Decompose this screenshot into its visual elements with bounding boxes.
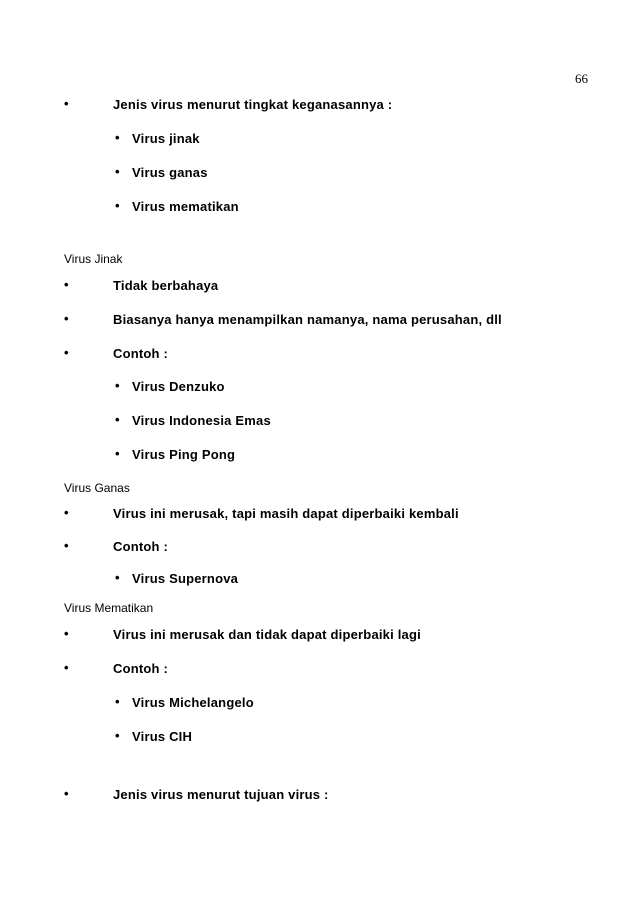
sub-list-item-text: Virus Denzuko bbox=[132, 379, 225, 394]
bullet-icon: • bbox=[64, 277, 69, 292]
bullet-icon: • bbox=[64, 505, 69, 520]
list-item-text: Contoh : bbox=[113, 661, 169, 676]
sub-list-item-text: Virus mematikan bbox=[132, 199, 239, 214]
list-item-text: Virus ini merusak, tapi masih dapat diperbaiki kembali bbox=[113, 506, 459, 521]
bullet-icon: • bbox=[64, 96, 69, 111]
bullet-icon: • bbox=[64, 538, 69, 553]
list-item-text: Jenis virus menurut tujuan virus : bbox=[113, 787, 329, 802]
sub-list-item-text: Virus Indonesia Emas bbox=[132, 413, 271, 428]
bullet-icon: • bbox=[115, 198, 120, 213]
list-item-text: Virus ini merusak dan tidak dapat diperbaiki lagi bbox=[113, 627, 421, 642]
bullet-icon: • bbox=[64, 786, 69, 801]
sub-list-item-text: Virus Michelangelo bbox=[132, 695, 254, 710]
bullet-icon: • bbox=[64, 626, 69, 641]
section-heading-mematikan: Virus Mematikan bbox=[64, 601, 154, 615]
sub-list-item-text: Virus Ping Pong bbox=[132, 447, 236, 462]
sub-list-item-text: Virus CIH bbox=[132, 729, 193, 744]
bullet-icon: • bbox=[64, 660, 69, 675]
bullet-icon: • bbox=[115, 570, 120, 585]
bullet-icon: • bbox=[115, 446, 120, 461]
list-item-text: Jenis virus menurut tingkat keganasannya : bbox=[113, 97, 393, 112]
bullet-icon: • bbox=[115, 412, 120, 427]
list-item-text: Contoh : bbox=[113, 346, 169, 361]
list-item-text: Tidak berbahaya bbox=[113, 278, 219, 293]
bullet-icon: • bbox=[64, 311, 69, 326]
list-item-text: Biasanya hanya menampilkan namanya, nama perusahan, dll bbox=[113, 312, 502, 327]
bullet-icon: • bbox=[115, 164, 120, 179]
bullet-icon: • bbox=[115, 378, 120, 393]
section-heading-jinak: Virus Jinak bbox=[64, 252, 123, 266]
sub-list-item-text: Virus Supernova bbox=[132, 571, 239, 586]
bullet-icon: • bbox=[64, 345, 69, 360]
sub-list-item-text: Virus ganas bbox=[132, 165, 208, 180]
bullet-icon: • bbox=[115, 130, 120, 145]
sub-list-item-text: Virus jinak bbox=[132, 131, 200, 146]
bullet-icon: • bbox=[115, 728, 120, 743]
bullet-icon: • bbox=[115, 694, 120, 709]
page-number: 66 bbox=[575, 71, 588, 86]
section-heading-ganas: Virus Ganas bbox=[64, 481, 130, 495]
list-item-text: Contoh : bbox=[113, 539, 169, 554]
